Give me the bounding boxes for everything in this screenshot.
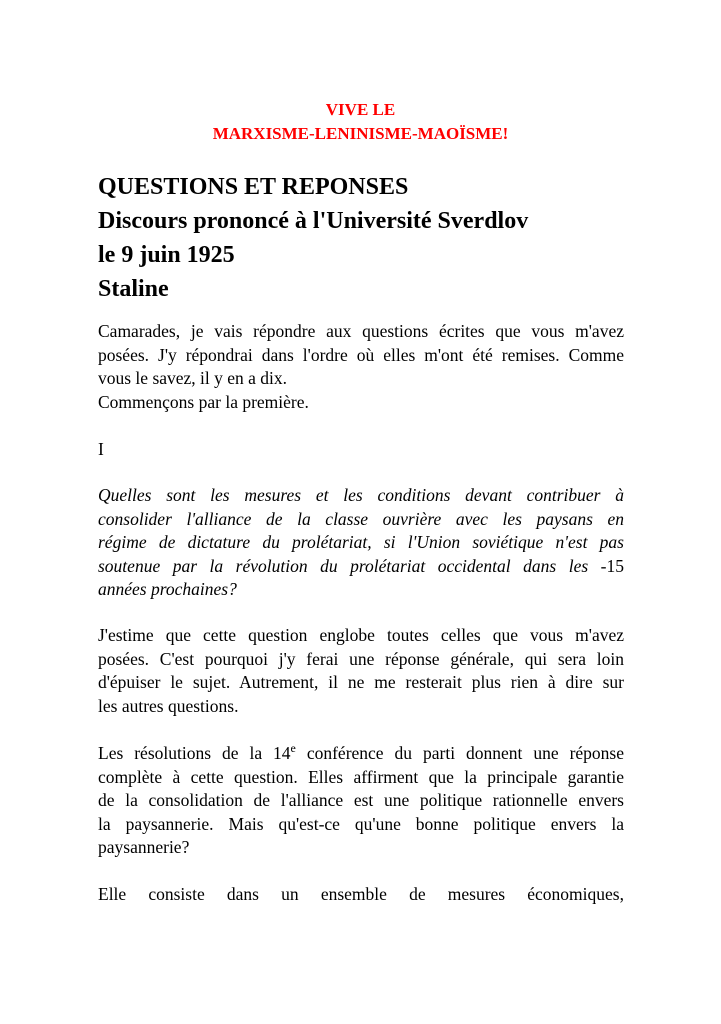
text-line: vous le savez, il y en a dix.	[98, 368, 288, 389]
text-line: d'épuiser le sujet. Autrement, il ne me resterait plus rien à dire sur	[98, 672, 624, 693]
text-line: Commençons par la première.	[98, 391, 309, 412]
ordinal-superscript: e	[290, 741, 296, 755]
text-line: posées. J'y répondrai dans l'ordre où elles m'ont été remises. Comme	[98, 344, 624, 365]
question-line-tail: -15	[588, 555, 625, 576]
section-numeral-text: I	[98, 439, 104, 459]
text-line: régime de dictature du prolétariat, si l'Union soviétique n'est pas	[98, 532, 624, 553]
question-line-italic: soutenue par la révolution du prolétariat occidental dans les	[98, 555, 589, 576]
answer-paragraph-1	[98, 624, 624, 718]
text-line: les autres questions.	[98, 695, 239, 716]
text-line	[98, 555, 624, 579]
line-rest: conférence du parti donnent une réponse	[295, 743, 624, 763]
ordinal-number: Les résolutions de la 14	[98, 743, 291, 763]
document-title	[98, 170, 528, 306]
text-line: paysannerie?	[98, 837, 190, 858]
text-line: Camarades, je vais répondre aux questions écrites que vous m'avez	[98, 321, 624, 341]
text-line: Elle consiste dans un ensemble de mesures économiques,	[98, 884, 624, 904]
slogan-line-1: VIVE LE	[325, 100, 396, 119]
text-line: années prochaines?	[98, 579, 237, 600]
title-author: Staline	[98, 276, 169, 302]
text-line: consolider l'alliance de la classe ouvrière avec les paysans en	[98, 508, 624, 529]
slogan-banner	[0, 98, 721, 146]
title-line-2: Discours prononcé à l'Université Sverdlov	[98, 208, 529, 234]
text-line: de la consolidation de l'alliance est une politique rationnelle envers	[98, 790, 624, 811]
text-line: Quelles sont les mesures et les conditions devant contribuer à	[98, 485, 624, 505]
question-paragraph	[98, 484, 624, 602]
answer-paragraph-3	[98, 883, 624, 907]
slogan-line-2: MARXISME-LENINISME-MAOÏSME!	[212, 124, 509, 143]
text-line: la paysannerie. Mais qu'est-ce qu'une bonne politique envers la	[98, 813, 624, 834]
text-line: complète à cette question. Elles affirment que la principale garantie	[98, 766, 624, 787]
title-line-1: QUESTIONS ET REPONSES	[98, 174, 409, 200]
text-line	[98, 742, 624, 766]
answer-paragraph-2	[98, 742, 624, 860]
text-line: J'estime que cette question englobe toutes celles que vous m'avez	[98, 625, 624, 645]
title-line-3: le 9 juin 1925	[98, 242, 235, 268]
text-line: posées. C'est pourquoi j'y ferai une réponse générale, qui sera loin	[98, 648, 624, 669]
section-numeral	[98, 438, 624, 462]
intro-paragraph	[98, 320, 624, 414]
